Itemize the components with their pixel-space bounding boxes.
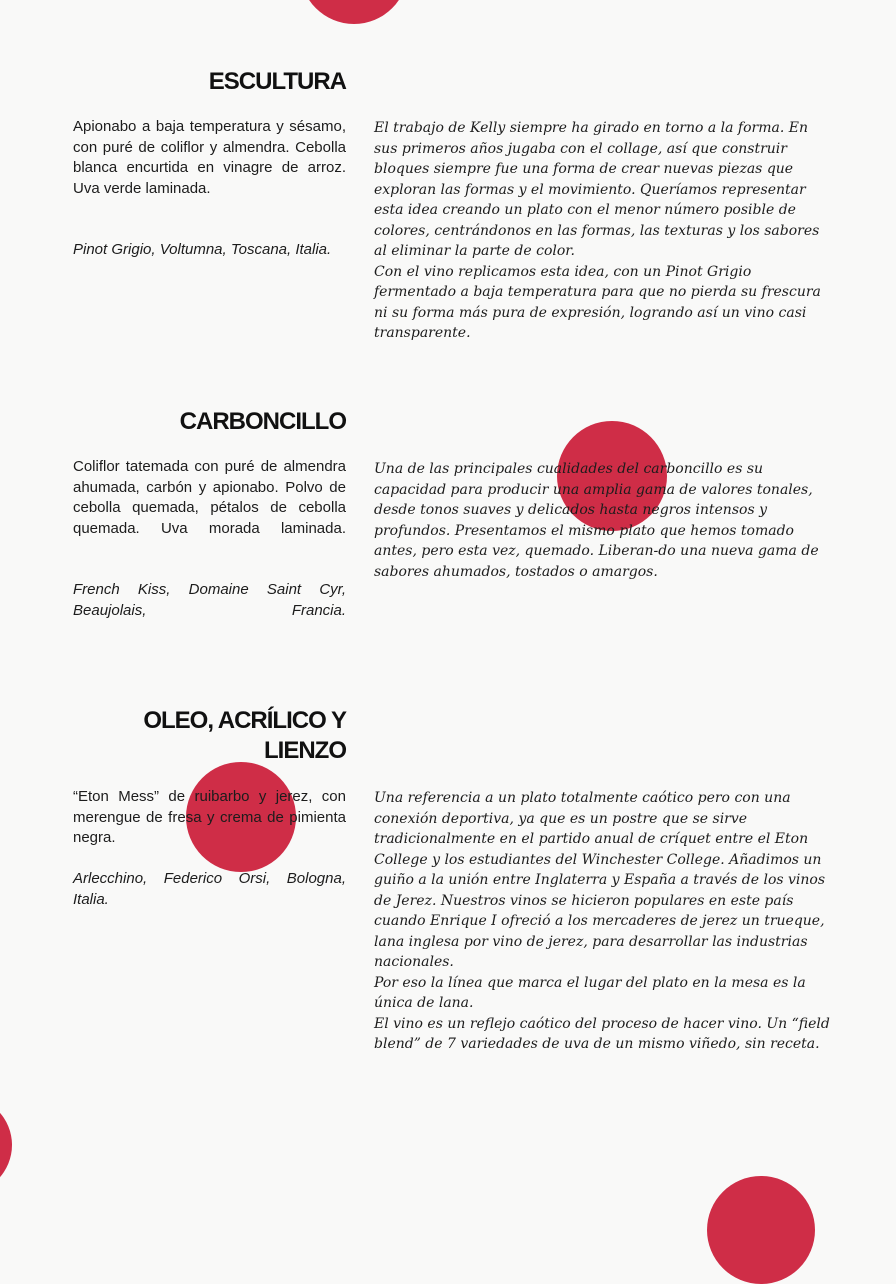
title-line-2: LIENZO <box>264 737 346 764</box>
decorative-dot-top <box>300 0 408 24</box>
story-paragraph: El vino es un reflejo caótico del proceso de hacer vino. Un “field blend” de 7 variedades de uva de un mismo viñedo, sin receta. <box>374 1015 830 1052</box>
story-paragraph: Con el vino replicamos esta idea, con un Pinot Grigio fermentado a baja temperatura para que no pierda su frescura ni su forma más pura de expresión, logrando así un vino casi transparente. <box>374 263 821 341</box>
wine-pairing-carboncillo: French Kiss, Domaine Saint Cyr, Beaujolais, Francia. <box>73 581 346 619</box>
dish-description-carboncillo: Coliflor tatemada con puré de almendra ahumada, carbón y apionabo. Polvo de cebolla quemada, pétalos de cebolla quemada. Uva morada laminada. <box>73 458 346 537</box>
dish-description-oleo: “Eton Mess” de ruibarbo y jerez, con merengue de fresa y crema de pimienta negra. <box>73 788 346 846</box>
wine-pairing-escultura: Pinot Grigio, Voltumna, Toscana, Italia. <box>73 241 332 258</box>
dish-description-escultura: Apionabo a baja temperatura y sésamo, con puré de coliflor y almendra. Cebolla blanca encurtida en vinagre de arroz. Uva verde laminada. <box>73 118 346 197</box>
decorative-dot-left <box>0 1096 12 1194</box>
decorative-dot-bottom-right <box>707 1176 815 1284</box>
section-title-carboncillo: CARBONCILLO <box>179 408 346 435</box>
story-paragraph: Una de las principales cualidades del carboncillo es su capacidad para producir una amplia gama de valores tonales, desde tonos suaves y delicados hasta negros intensos y profundos. Presentamos el mismo plato que hemos tomado antes, pero esta vez, quemado. Liberan-do una nueva gama de sabores ahumados, tostados o amargos. <box>374 461 819 580</box>
section-title-escultura: ESCULTURA <box>208 68 346 95</box>
story-escultura <box>374 118 834 344</box>
story-carboncillo <box>374 459 834 582</box>
story-paragraph: El trabajo de Kelly siempre ha girado en torno a la forma. En sus primeros años jugaba con el collage, así que construir bloques siempre fue una forma de crear nuevas piezas que exploran las formas y el movimiento. Queríamos representar esta idea creando un plato con el menor número posible de colores, centrándonos en las formas, las texturas y los sabores al eliminar la parte de color. <box>374 120 820 259</box>
story-paragraph: Por eso la línea que marca el lugar del plato en la mesa es la única de lana. <box>374 974 806 1011</box>
story-paragraph: Una referencia a un plato totalmente caótico pero con una conexión deportiva, ya que es un postre que se sirve tradicionalmente en el partido anual de críquet entre el Eton College y los estudiantes del Winchester College. Añadimos un guiño a la unión entre Inglaterra y España a través de los vinos de Jerez. Nuestros vinos se hicieron populares en este país cuando Enrique I ofreció a los mercaderes de jerez un trueque, lana inglesa por vino de jerez, para desarrollar las industrias nacionales. <box>374 790 826 970</box>
wine-pairing-oleo: Arlecchino, Federico Orsi, Bologna, Italia. <box>73 870 346 908</box>
title-line-1: OLEO, ACRÍLICO Y <box>143 707 346 734</box>
section-title-oleo <box>73 706 346 766</box>
story-oleo <box>374 788 834 1055</box>
